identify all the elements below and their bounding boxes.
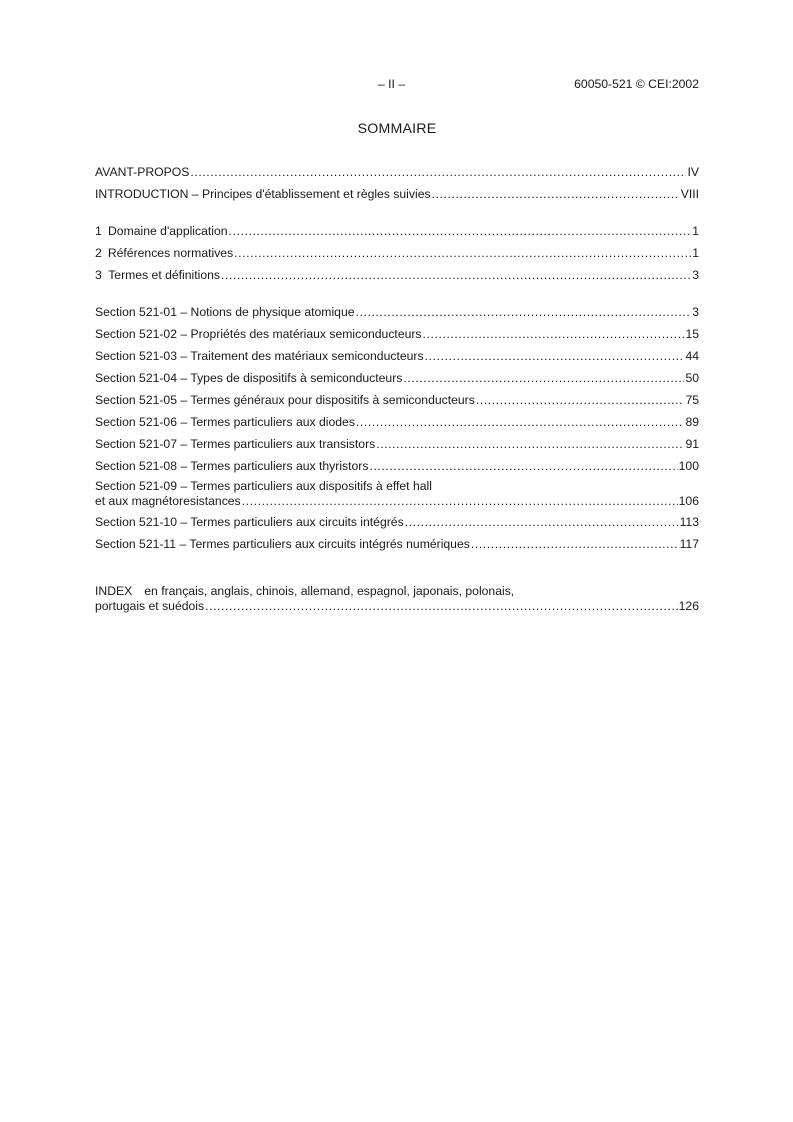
toc-entry-page: 126 xyxy=(678,599,699,613)
toc-entry-section-521-06[interactable] xyxy=(95,414,699,436)
toc-entry-clause-3[interactable] xyxy=(95,267,699,289)
dot-leader xyxy=(405,514,679,530)
dot-leader xyxy=(376,436,684,452)
page-title: SOMMAIRE xyxy=(357,121,437,137)
dot-leader xyxy=(403,370,684,386)
toc-entry-label: Section 521-05 – Termes généraux pour dispositifs à semiconducteurs xyxy=(95,393,475,407)
toc-entry-page: 1 xyxy=(692,224,699,238)
toc-entry-label-line2: et aux magnétoresistances xyxy=(95,494,241,508)
toc-clauses xyxy=(95,223,699,289)
toc-entry-label: Section 521-11 – Termes particuliers aux circuits intégrés numériques xyxy=(95,537,470,551)
index-languages-line1: en français, anglais, chinois, allemand, espagnol, japonais, polonais, xyxy=(144,584,515,598)
toc-entry-section-521-05[interactable] xyxy=(95,392,699,414)
toc-entry-page: 15 xyxy=(685,327,699,341)
toc-entry-section-521-10[interactable] xyxy=(95,514,699,536)
dot-leader xyxy=(432,186,680,202)
dot-leader xyxy=(471,536,679,552)
dot-leader xyxy=(229,223,692,239)
toc-entry-label: AVANT-PROPOS xyxy=(95,165,190,179)
toc-entry-label: Section 521-02 – Propriétés des matériaux semiconducteurs xyxy=(95,327,422,341)
dot-leader xyxy=(242,495,678,508)
toc-entry-section-521-04[interactable] xyxy=(95,370,699,392)
toc-entry-page: 91 xyxy=(685,437,699,451)
toc-entry-section-521-08[interactable] xyxy=(95,458,699,480)
toc-entry-clause-1[interactable] xyxy=(95,223,699,245)
toc-entry-label: Section 521-04 – Types de dispositifs à semiconducteurs xyxy=(95,371,403,385)
toc-entry-label-line1: Section 521-09 – Termes particuliers aux dispositifs à effet hall xyxy=(95,479,432,493)
document-reference: 60050-521 © CEI:2002 xyxy=(574,77,699,91)
toc-entry-section-521-01[interactable] xyxy=(95,304,699,326)
dot-leader xyxy=(356,414,685,430)
toc-entry-label: INTRODUCTION – Principes d'établissement et règles suivies xyxy=(95,187,431,201)
page-number: – II – xyxy=(378,77,406,91)
toc-entry-section-521-02[interactable] xyxy=(95,326,699,348)
dot-leader xyxy=(190,164,686,180)
toc-entry-label: Domaine d'application xyxy=(108,224,228,238)
index-keyword: INDEX xyxy=(95,584,133,598)
toc-entry-label: Section 521-06 – Termes particuliers aux diodes xyxy=(95,415,355,429)
page-header xyxy=(95,77,699,93)
toc-entry-page: 100 xyxy=(678,459,699,473)
toc-entry-label: Section 521-03 – Traitement des matériaux semiconducteurs xyxy=(95,349,424,363)
toc-entry-page: IV xyxy=(687,165,699,179)
toc-entry-page: 75 xyxy=(685,393,699,407)
toc-entry-clause-2[interactable] xyxy=(95,245,699,267)
dot-leader xyxy=(425,348,685,364)
toc-entry-index[interactable] xyxy=(95,585,699,615)
toc-entry-page: VIII xyxy=(680,187,699,201)
toc-front-matter xyxy=(95,164,699,208)
toc-entry-label: Termes et définitions xyxy=(108,268,220,282)
toc-entry-page: 113 xyxy=(679,515,699,529)
toc-entry-page: 50 xyxy=(685,371,699,385)
toc-entry-label: Références normatives xyxy=(107,246,234,260)
toc-entry-page: 1 xyxy=(692,246,699,260)
dot-leader xyxy=(476,392,685,408)
index-languages-line2: portugais et suédois xyxy=(95,599,205,613)
toc-entry-page: 117 xyxy=(679,537,699,551)
toc-entry-label: Section 521-07 – Termes particuliers aux transistors xyxy=(95,437,376,451)
toc-entry-introduction[interactable] xyxy=(95,186,699,208)
toc-entry-section-521-07[interactable] xyxy=(95,436,699,458)
dot-leader xyxy=(205,600,678,613)
toc-sections xyxy=(95,304,699,558)
toc-entry-avant-propos[interactable] xyxy=(95,164,699,186)
dot-leader xyxy=(356,304,692,320)
toc-entry-label: Section 521-08 – Termes particuliers aux thyristors xyxy=(95,459,369,473)
toc-entry-label: Section 521-01 – Notions de physique atomique xyxy=(95,305,355,319)
toc-entry-section-521-09[interactable] xyxy=(95,480,699,510)
toc-entry-page: 44 xyxy=(685,349,699,363)
clause-number: 3 xyxy=(95,268,102,282)
clause-number: 1 xyxy=(95,224,102,238)
dot-leader xyxy=(234,245,691,261)
toc-entry-page: 106 xyxy=(678,494,699,508)
toc-entry-section-521-11[interactable] xyxy=(95,536,699,558)
toc-entry-page: 3 xyxy=(692,268,699,282)
clause-number: 2 xyxy=(95,246,102,260)
toc-entry-page: 89 xyxy=(685,415,699,429)
dot-leader xyxy=(221,267,691,283)
toc-entry-page: 3 xyxy=(692,305,699,319)
dot-leader xyxy=(423,326,685,342)
toc-entry-label: Section 521-10 – Termes particuliers aux circuits intégrés xyxy=(95,515,404,529)
dot-leader xyxy=(369,458,677,474)
toc-entry-section-521-03[interactable] xyxy=(95,348,699,370)
